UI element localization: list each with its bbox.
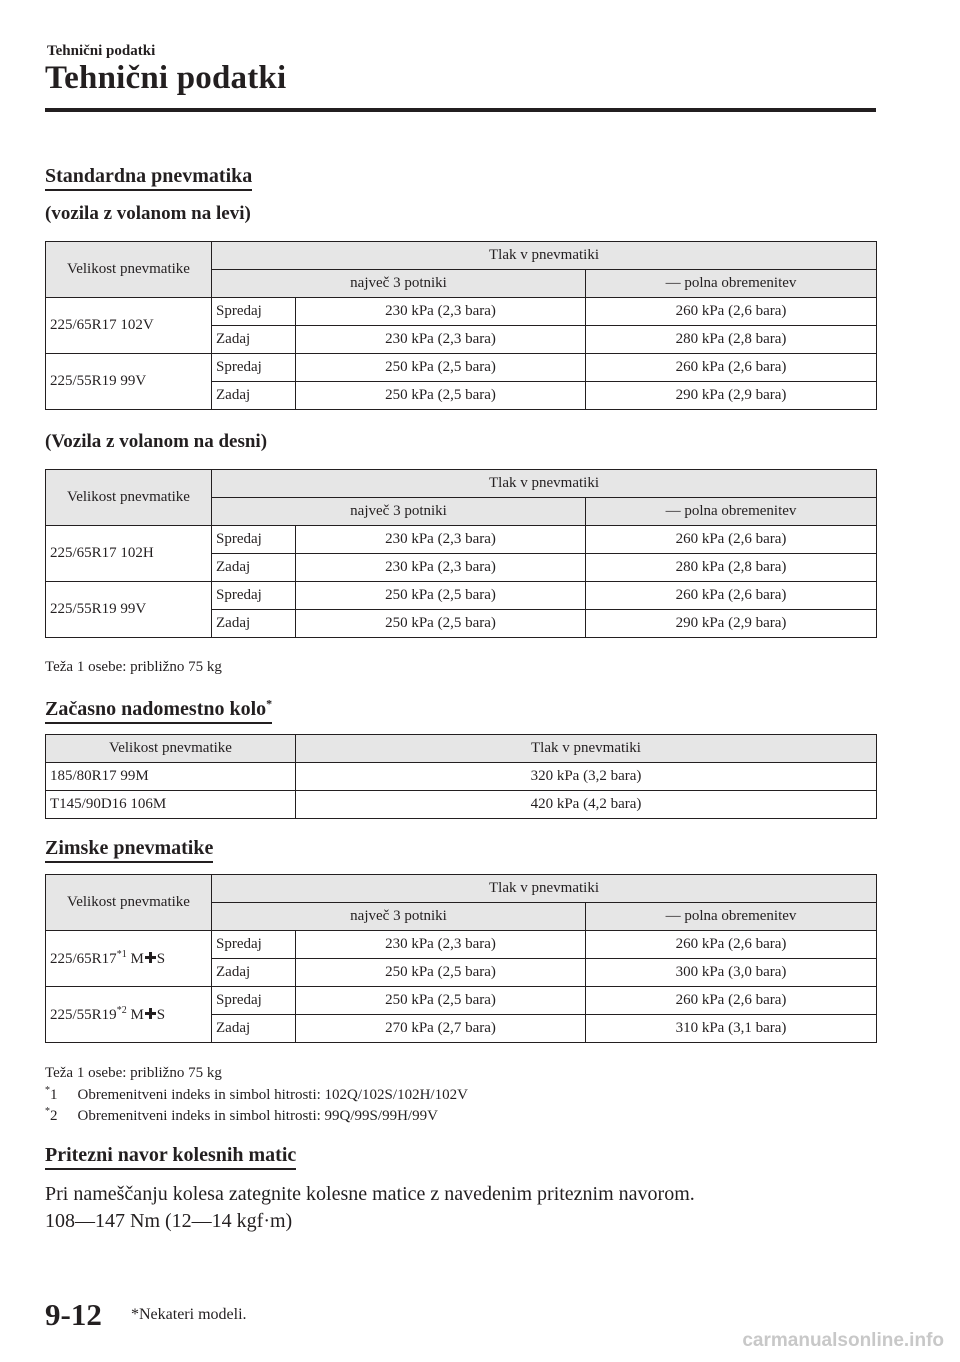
axle-label: Zadaj [212,326,296,354]
tire-size: 225/55R19 99V [46,582,212,638]
pressure-full: 310 kPa (3,1 bara) [586,1015,877,1043]
footnote-number: 2 [50,1108,58,1124]
ms-letter-s: S [156,951,166,967]
pressure-max3: 230 kPa (2,3 bara) [296,326,586,354]
axle-label: Zadaj [212,382,296,410]
pressure: 420 kPa (4,2 bara) [296,791,877,819]
spare-wheel-heading [45,697,272,724]
pressure-full: 260 kPa (2,6 bara) [586,987,877,1015]
rhd-pressure-table [45,469,877,638]
col-header-size: Velikost pnevmatike [46,875,212,931]
pressure-max3: 250 kPa (2,5 bara) [296,582,586,610]
pressure-max3: 230 kPa (2,3 bara) [296,526,586,554]
torque-value: 108―147 Nm (12―14 kgf·m) [45,1210,293,1232]
pressure-full: 300 kPa (3,0 bara) [586,959,877,987]
col-header-full: — polna obremenitev [586,498,877,526]
pressure-full: 260 kPa (2,6 bara) [586,526,877,554]
axle-label: Spredaj [212,582,296,610]
tire-size-text: 225/55R19 [50,1007,117,1023]
tire-size: 225/65R17 102H [46,526,212,582]
winter-pressure-table [45,874,877,1043]
col-header-pressure: Tlak v pnevmatiki [212,470,877,498]
pressure-full: 290 kPa (2,9 bara) [586,610,877,638]
axle-label: Zadaj [212,610,296,638]
footnote-mark: * [45,1106,50,1117]
footnote-number: 1 [50,1087,58,1103]
col-header-pressure: Tlak v pnevmatiki [296,735,877,763]
axle-label: Spredaj [212,526,296,554]
standard-tires-heading: Standardna pnevmatika [45,164,252,191]
footnote-2 [45,1106,438,1125]
col-header-pressure: Tlak v pnevmatiki [212,875,877,903]
tire-size: 225/65R17 102V [46,298,212,354]
lhd-subheading: (vozila z volanom na levi) [45,203,251,224]
col-header-size: Velikost pnevmatike [46,735,296,763]
pressure-max3: 250 kPa (2,5 bara) [296,382,586,410]
footnote-text: Obremenitveni indeks in simbol hitrosti: 99Q/99S/99H/99V [77,1108,438,1124]
footnote-1 [45,1085,468,1104]
col-header-size: Velikost pnevmatike [46,242,212,298]
tire-size-text: 225/65R17 [50,951,117,967]
tire-size: 225/55R19 99V [46,354,212,410]
pressure-max3: 250 kPa (2,5 bara) [296,959,586,987]
running-head: Tehnični podatki [47,43,156,59]
pressure-full: 290 kPa (2,9 bara) [586,382,877,410]
table-row [46,987,877,1015]
pressure-full: 280 kPa (2,8 bara) [586,326,877,354]
axle-label: Spredaj [212,931,296,959]
pressure-full: 260 kPa (2,6 bara) [586,354,877,382]
pressure-full: 280 kPa (2,8 bara) [586,554,877,582]
lhd-pressure-table [45,241,877,410]
col-header-size: Velikost pnevmatike [46,470,212,526]
plus-icon [145,1008,156,1019]
page-number: 9-12 [45,1297,102,1332]
axle-label: Spredaj [212,298,296,326]
axle-label: Spredaj [212,987,296,1015]
col-header-max3: največ 3 potniki [212,270,586,298]
col-header-max3: največ 3 potniki [212,903,586,931]
pressure-max3: 250 kPa (2,5 bara) [296,354,586,382]
footnote-mark: *1 [116,949,127,960]
rhd-subheading: (Vozila z volanom na desni) [45,431,268,452]
pressure-full: 260 kPa (2,6 bara) [586,931,877,959]
table-row [46,931,877,959]
axle-label: Zadaj [212,959,296,987]
plus-icon [145,952,156,963]
pressure-max3: 250 kPa (2,5 bara) [296,987,586,1015]
tire-size [46,987,212,1043]
pressure-max3: 230 kPa (2,3 bara) [296,931,586,959]
table-row [46,526,877,554]
table-row [46,298,877,326]
tire-size: T145/90D16 106M [46,791,296,819]
footnote-text: Obremenitveni indeks in simbol hitrosti: 102Q/102S/102H/102V [77,1087,468,1103]
spare-heading-text: Začasno nadomestno kolo [45,698,267,720]
weight-note: Teža 1 osebe: približno 75 kg [45,659,222,675]
spare-pressure-table [45,734,877,819]
optional-mark: * [266,696,273,711]
pressure-full: 260 kPa (2,6 bara) [586,298,877,326]
torque-heading: Pritezni navor kolesnih matic [45,1143,296,1170]
pressure-max3: 270 kPa (2,7 bara) [296,1015,586,1043]
pressure-max3: 230 kPa (2,3 bara) [296,554,586,582]
tire-size [46,931,212,987]
watermark: carmanualsonline.info [742,1330,944,1351]
torque-text: Pri nameščanju kolesa zategnite kolesne matice z navedenim priteznim navorom. [45,1183,695,1205]
footer-note: *Nekateri modeli. [131,1306,247,1323]
col-header-pressure: Tlak v pnevmatiki [212,242,877,270]
pressure-max3: 230 kPa (2,3 bara) [296,298,586,326]
footnote-mark: *2 [116,1005,127,1016]
table-row [46,582,877,610]
col-header-max3: največ 3 potniki [212,498,586,526]
page-title: Tehnični podatki [45,60,287,96]
col-header-full: — polna obremenitev [586,903,877,931]
pressure-max3: 250 kPa (2,5 bara) [296,610,586,638]
col-header-full: — polna obremenitev [586,270,877,298]
ms-letter-s: S [156,1007,166,1023]
footnote-mark: * [45,1085,50,1096]
axle-label: Spredaj [212,354,296,382]
weight-note: Teža 1 osebe: približno 75 kg [45,1065,222,1081]
table-row [46,354,877,382]
title-rule [45,108,876,112]
table-row [46,763,877,791]
tire-size: 185/80R17 99M [46,763,296,791]
pressure-full: 260 kPa (2,6 bara) [586,582,877,610]
pressure: 320 kPa (3,2 bara) [296,763,877,791]
axle-label: Zadaj [212,1015,296,1043]
ms-letter-m: M [130,951,144,967]
axle-label: Zadaj [212,554,296,582]
ms-letter-m: M [130,1007,144,1023]
winter-tires-heading: Zimske pnevmatike [45,836,213,863]
table-row [46,791,877,819]
